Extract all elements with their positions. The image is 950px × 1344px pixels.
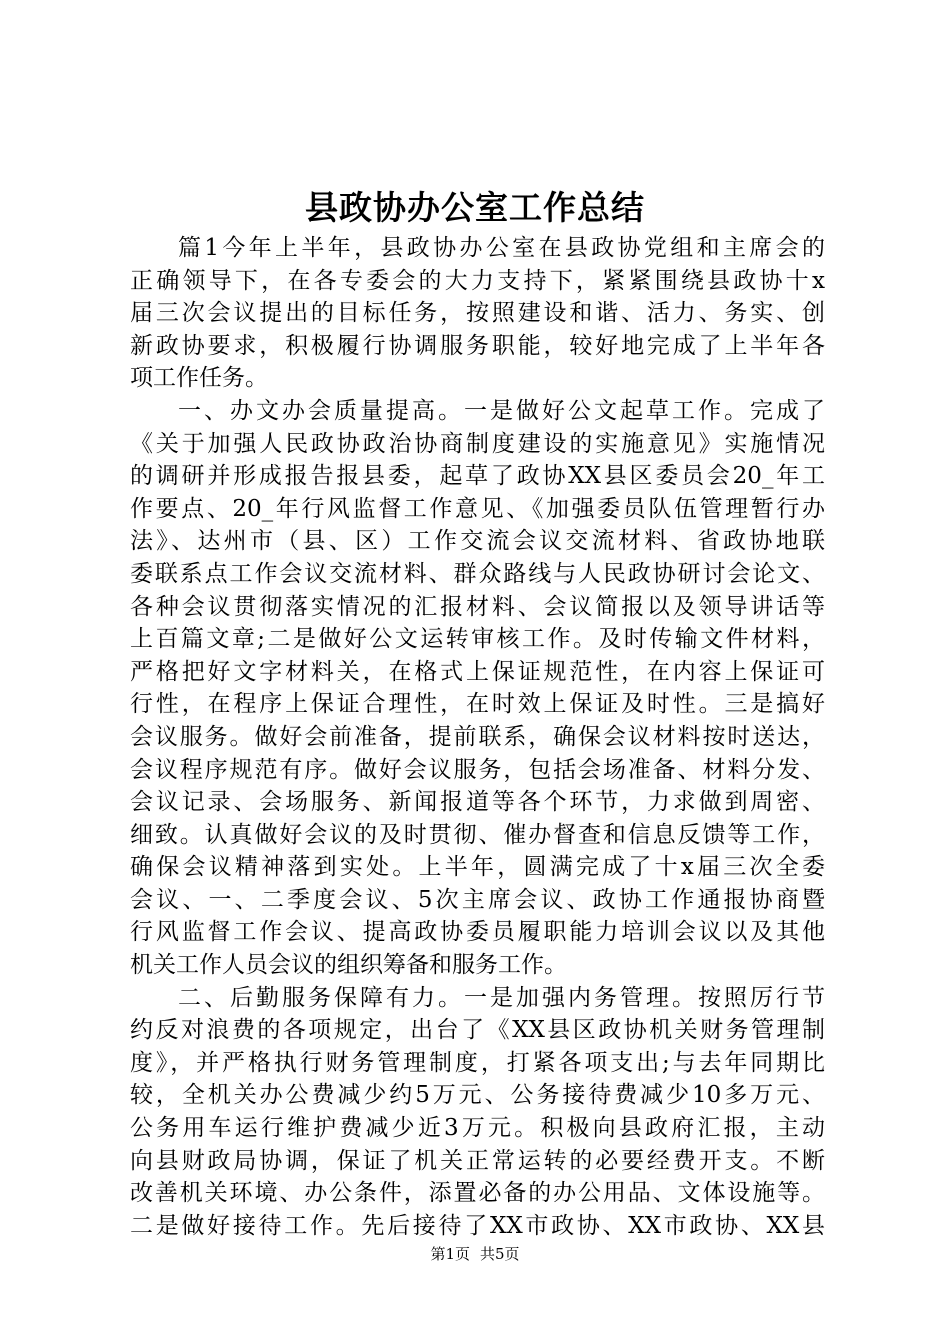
body-line: 向县财政局协调，保证了机关正常运转的必要经费开支。不断 [130, 1147, 825, 1174]
document-title: 县政协办公室工作总结 [305, 188, 645, 227]
body-line: 公务用车运行维护费减少近3万元。积极向县政府汇报，主动 [130, 1115, 825, 1142]
body-line: 会议程序规范有序。做好会议服务，包括会场准备、材料分发、 [130, 756, 825, 783]
page-footer [0, 1244, 950, 1264]
body-line: 篇1今年上半年，县政协办公室在县政协党组和主席会的 [178, 235, 825, 261]
body-line: 正确领导下，在各专委会的大力支持下，紧紧围绕县政协十x [130, 267, 825, 294]
body-line: 二、后勤服务保障有力。一是加强内务管理。按照厉行节 [178, 984, 825, 1011]
body-line: 会议服务。做好会前准备，提前联系，确保会议材料按时送达， [130, 723, 825, 750]
body-line: 上百篇文章;二是做好公文运转审核工作。及时传输文件材料， [130, 626, 825, 653]
body-line: 作要点、20_年行风监督工作意见、《加强委员队伍管理暂行办 [130, 495, 825, 522]
body-line: 项工作任务。 [130, 365, 268, 392]
page-total: 共5页 [480, 1245, 520, 1263]
body-line: 的调研并形成报告报县委，起草了政协XX县区委员会20_年工 [130, 463, 825, 490]
body-line: 法》、达州市（县、区）工作交流会议交流材料、省政协地联 [130, 528, 825, 555]
body-line: 行性，在程序上保证合理性，在时效上保证及时性。三是搞好 [130, 691, 825, 718]
body-line: 委联系点工作会议交流材料、群众路线与人民政协研讨会论文、 [130, 560, 825, 587]
document-body [130, 232, 825, 1242]
body-line: 约反对浪费的各项规定，出台了《XX县区政协机关财务管理制 [130, 1017, 825, 1044]
body-line: 会议、一、二季度会议、5次主席会议、政协工作通报协商暨 [130, 886, 825, 913]
body-line: 严格把好文字材料关，在格式上保证规范性，在内容上保证可 [130, 658, 825, 685]
body-line: 新政协要求，积极履行协调服务职能，较好地完成了上半年各 [130, 332, 825, 359]
body-line: 改善机关环境、办公条件，添置必备的办公用品、文体设施等。 [130, 1180, 825, 1207]
body-line: 细致。认真做好会议的及时贯彻、催办督查和信息反馈等工作， [130, 821, 825, 848]
body-line: 较，全机关办公费减少约5万元、公务接待费减少10多万元、 [130, 1082, 825, 1109]
body-line: 届三次会议提出的目标任务，按照建设和谐、活力、务实、创 [130, 300, 825, 327]
body-line: 各种会议贯彻落实情况的汇报材料、会议简报以及领导讲话等 [130, 593, 825, 620]
body-line: 一、办文办会质量提高。一是做好公文起草工作。完成了 [178, 397, 825, 424]
body-line: 会议记录、会场服务、新闻报道等各个环节，力求做到周密、 [130, 789, 825, 816]
body-line: 确保会议精神落到实处。上半年，圆满完成了十x届三次全委 [130, 854, 825, 881]
body-line: 机关工作人员会议的组织筹备和服务工作。 [130, 952, 567, 979]
body-line: 《关于加强人民政协政治协商制度建设的实施意见》实施情况 [130, 430, 825, 457]
body-line: 行风监督工作会议、提高政协委员履职能力培训会议以及其他 [130, 919, 825, 946]
body-line: 度》，并严格执行财务管理制度，打紧各项支出;与去年同期比 [130, 1049, 825, 1076]
page-number: 第1页 [430, 1245, 470, 1263]
body-line: 二是做好接待工作。先后接待了XX市政协、XX市政协、XX县 [130, 1212, 825, 1239]
